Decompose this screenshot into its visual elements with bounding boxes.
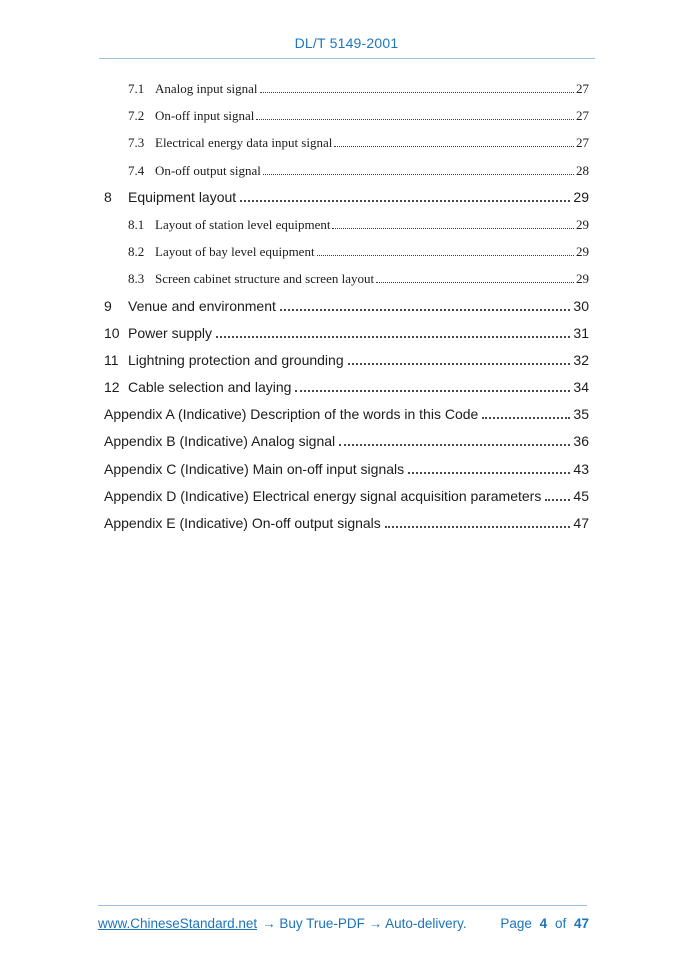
toc-entry-label: Screen cabinet structure and screen layout	[155, 271, 375, 287]
website-link[interactable]: www.ChineseStandard.net	[98, 916, 258, 931]
toc-entry[interactable]	[128, 157, 589, 184]
toc-entry[interactable]	[104, 401, 589, 428]
toc-entry-label: Electrical energy data input signal	[155, 135, 333, 151]
toc-entry-page: 27	[576, 135, 589, 151]
toc-leader-dots	[317, 255, 574, 256]
toc-entry[interactable]	[128, 102, 589, 129]
toc-entry-page: 31	[573, 324, 589, 341]
toc-entry-label: Appendix A (Indicative) Description of the words in this Code	[104, 406, 479, 423]
toc-entry[interactable]	[104, 456, 589, 483]
toc-entry-number: 10	[104, 324, 120, 341]
toc-entry-number: 11	[104, 351, 119, 368]
toc-entry[interactable]	[128, 129, 589, 156]
toc-entry[interactable]	[128, 265, 589, 292]
toc-entry-number: 8.1	[128, 216, 145, 232]
toc-leader-dots	[280, 309, 571, 311]
toc-leader-dots	[482, 417, 570, 419]
toc-leader-dots	[545, 499, 570, 501]
toc-entry-label: Appendix B (Indicative) Analog signal	[104, 433, 336, 450]
toc-entry-label: On-off input signal	[155, 108, 255, 124]
toc-leader-dots	[339, 444, 570, 446]
toc-entry[interactable]	[104, 184, 589, 211]
page-current: 4	[539, 916, 548, 931]
toc-entry-page: 43	[573, 460, 589, 477]
toc-entry-label: Appendix E (Indicative) On-off output signals	[104, 515, 381, 531]
toc-leader-dots	[256, 119, 574, 120]
toc-entry[interactable]	[104, 293, 589, 320]
toc-leader-dots	[216, 336, 570, 338]
toc-entry-page: 27	[576, 81, 589, 96]
toc-entry[interactable]	[104, 347, 589, 374]
toc-entry[interactable]	[128, 238, 589, 265]
toc-entry-number: 9	[104, 297, 112, 314]
toc-entry-label: Power supply	[128, 324, 213, 341]
toc-entry[interactable]	[104, 428, 589, 455]
toc-entry-page: 45	[573, 487, 589, 504]
toc-entry-number: 7.4	[128, 162, 145, 178]
toc-entry-label: Analog input signal	[155, 81, 258, 96]
page-total: 47	[573, 916, 589, 931]
toc-entry-label: Layout of bay level equipment	[155, 244, 315, 260]
page-footer	[98, 913, 589, 935]
toc-entry-number: 8.3	[128, 271, 145, 287]
toc-entry-label: Appendix D (Indicative) Electrical energy signal acquisition parameters	[104, 487, 542, 504]
toc-entry-page: 36	[573, 433, 589, 450]
header-divider	[99, 58, 595, 59]
toc-entry-label: Equipment layout	[128, 188, 237, 205]
toc-entry-label: Cable selection and laying	[128, 379, 292, 396]
toc-entry-number: 7.3	[128, 135, 145, 151]
of-label: of	[554, 916, 567, 931]
toc-entry-page: 35	[573, 406, 589, 423]
toc-entry-page: 27	[576, 108, 589, 124]
toc-leader-dots	[385, 526, 571, 528]
toc-entry-page: 29	[576, 216, 589, 232]
toc-leader-dots	[263, 174, 574, 175]
toc-entry-number: 8.2	[128, 244, 145, 260]
toc-entry-label: Venue and environment	[128, 297, 276, 314]
toc-entry-number: 7.2	[128, 108, 145, 124]
toc-leader-dots	[332, 228, 574, 229]
toc-entry-page: 32	[573, 351, 589, 368]
toc-entry-label: On-off output signal	[155, 162, 261, 178]
footer-divider	[98, 905, 587, 906]
toc-entry-page: 29	[576, 244, 589, 260]
footer-delivery-text: → Buy True-PDF → Auto-delivery.	[262, 916, 467, 931]
toc-entry[interactable]	[104, 374, 589, 401]
toc-entry-label: Appendix C (Indicative) Main on-off input signals	[104, 460, 405, 477]
toc-entry-page: 34	[573, 379, 589, 396]
table-of-contents	[104, 75, 589, 537]
toc-entry-page: 30	[573, 297, 589, 314]
toc-entry-label: Lightning protection and grounding	[128, 351, 344, 368]
toc-entry-number: 7.1	[128, 81, 145, 96]
toc-entry-number: 12	[104, 379, 120, 396]
toc-leader-dots	[376, 282, 574, 283]
page-indicator	[496, 913, 589, 935]
toc-entry[interactable]	[128, 211, 589, 238]
toc-entry[interactable]	[128, 75, 589, 102]
toc-leader-dots	[348, 363, 571, 365]
toc-leader-dots	[334, 146, 574, 147]
footer-tagline	[98, 913, 467, 935]
toc-leader-dots	[260, 92, 574, 93]
page-label: Page	[500, 916, 532, 931]
toc-entry-page: 29	[573, 188, 589, 205]
toc-leader-dots	[408, 472, 570, 474]
toc-entry-page: 28	[576, 162, 589, 178]
toc-entry-page: 29	[576, 271, 589, 287]
doc-number: DL/T 5149-2001	[294, 35, 399, 51]
toc-leader-dots	[295, 390, 570, 392]
toc-entry-label: Layout of station level equipment	[155, 216, 331, 232]
toc-entry[interactable]	[104, 483, 589, 510]
toc-leader-dots	[240, 200, 570, 202]
toc-entry[interactable]	[104, 320, 589, 347]
toc-entry[interactable]	[104, 510, 589, 537]
toc-entry-page: 47	[573, 515, 589, 531]
toc-entry-number: 8	[104, 188, 112, 205]
